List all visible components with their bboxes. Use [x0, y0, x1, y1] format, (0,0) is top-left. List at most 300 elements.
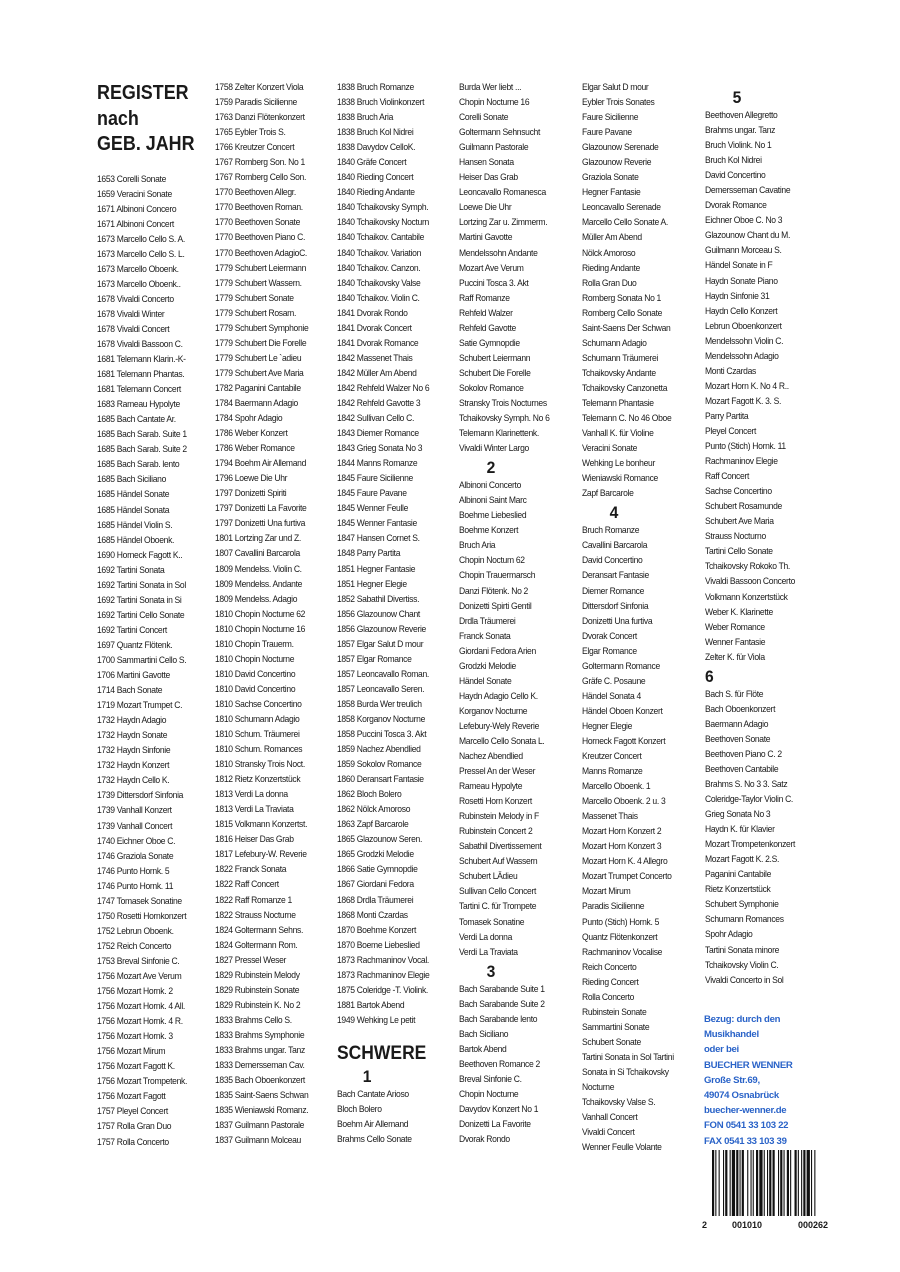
- level-6-list: [705, 687, 795, 988]
- register-entry: Händel Sonate: [459, 675, 512, 686]
- register-entry: 1673 Marcello Cello S. L.: [97, 248, 185, 259]
- register-entry: 1835 Saint-Saens Schwan: [215, 1090, 309, 1101]
- register-entry: 1813 Verdi La donna: [215, 789, 288, 800]
- register-entry: Wenner Fantasie: [705, 636, 766, 647]
- register-entry: Musikhandel: [704, 1029, 759, 1041]
- register-entry: Weber Romance: [705, 621, 765, 632]
- register-column-2: [215, 80, 308, 1148]
- register-entry: Eybler Trois Sonates: [582, 97, 655, 108]
- register-entry: Bruch Kol Nidrei: [705, 155, 762, 166]
- register-entry: Wehking Le bonheur: [582, 458, 655, 469]
- register-entry: 1847 Hansen Cornet S.: [337, 533, 420, 544]
- register-entry: Händel Oboen Konzert: [582, 705, 663, 716]
- register-entry: Schubert LÄdieu: [459, 871, 518, 882]
- register-entry: 1756 Mozart Hornk. 4 R.: [97, 1016, 183, 1027]
- register-entry: Reich Concerto: [582, 961, 637, 972]
- register-entry: Bach Oboenkonzert: [705, 703, 776, 714]
- register-entry: 1840 Rieding Andante: [337, 187, 415, 198]
- register-entry: 1851 Hegner Fantasie: [337, 563, 416, 574]
- register-entry: Wieniawski Romance: [582, 473, 658, 484]
- register-entry: 1857 Leoncavallo Seren.: [337, 683, 425, 694]
- barcode-bar: [767, 1150, 768, 1216]
- register-entry: Tartini Cello Sonate: [705, 546, 773, 557]
- register-entry: 1949 Wehking Le petit: [337, 1014, 416, 1025]
- spacer: [337, 1028, 429, 1043]
- register-entry: 1842 Massenet Thais: [337, 352, 413, 363]
- register-entry: 1767 Romberg Son. No 1: [215, 157, 305, 168]
- register-entry: Tartini Sonata in Sol Tartini: [582, 1051, 674, 1062]
- register-entry: 1673 Marcello Oboenk.: [97, 263, 179, 274]
- register-entry: Sokolov Romance: [459, 382, 524, 393]
- register-entry: Mozart Horn K. No 4 R..: [705, 380, 789, 391]
- barcode-bar: [814, 1150, 815, 1216]
- register-entry: 1810 Schum. Träumerei: [215, 729, 300, 740]
- register-entry: 1697 Quantz Flötenk.: [97, 639, 173, 650]
- register-entry: Donizetti La Favorite: [459, 1119, 531, 1130]
- register-entry: Hegner Fantasie: [582, 187, 641, 198]
- register-entry: Elgar Salut D mour: [582, 82, 649, 92]
- register-entry: Raff Romanze: [459, 292, 510, 303]
- register-entry: 1841 Dvorak Rondo: [337, 307, 408, 318]
- register-entry: Telemann Phantasie: [582, 397, 654, 408]
- register-entry: 1685 Bach Sarab. Suite 2: [97, 444, 187, 455]
- register-entry: 1870 Boeme Liebeslied: [337, 939, 420, 950]
- register-entry: 1752 Lebrun Oboenk.: [97, 925, 174, 936]
- register-entry: Sachse Concertino: [705, 486, 772, 497]
- barcode-bar: [790, 1150, 791, 1216]
- register-entry: 1862 Nölck Amoroso: [337, 804, 411, 815]
- barcode-bar: [736, 1150, 738, 1216]
- register-entry: 1671 Albinoni Concero: [97, 203, 177, 214]
- register-entry: oder bei: [704, 1044, 739, 1056]
- register-entry: 1683 Rameau Hypolyte: [97, 399, 180, 410]
- register-entry: 1746 Graziola Sonate: [97, 850, 174, 861]
- register-entry: Bach Sarabande Suite 2: [459, 998, 545, 1009]
- register-entry: 1812 Rietz Konzertstück: [215, 774, 301, 785]
- register-entry: 1758 Zelter Konzert Viola: [215, 82, 304, 92]
- register-entry: 1700 Sammartini Cello S.: [97, 655, 187, 665]
- register-entry: 1763 Danzi Flötenkonzert: [215, 112, 305, 123]
- register-entry: Zapf Barcarole: [582, 488, 634, 499]
- register-entry: 1746 Punto Hornk. 11: [97, 880, 174, 891]
- register-entry: Rieding Andante: [582, 262, 640, 273]
- register-entry: 1685 Händel Sonata: [97, 504, 170, 515]
- register-entry: Glazounow Chant du M.: [705, 230, 790, 241]
- register-entry: Bach Siciliano: [459, 1028, 509, 1039]
- difficulty-level-1: 1: [362, 1066, 372, 1086]
- register-entry: Diemer Romance: [582, 585, 645, 596]
- register-entry: Dvorak Romance: [705, 200, 767, 211]
- register-entry: Brahms S. No 3 3. Satz: [705, 779, 788, 790]
- register-entry: Müller Am Abend: [582, 232, 642, 243]
- register-entry: 1860 Deransart Fantasie: [337, 774, 424, 785]
- register-entry: 1732 Haydn Konzert: [97, 760, 170, 771]
- register-entry: 1843 Grieg Sonata No 3: [337, 443, 423, 454]
- register-entry: Beethoven Piano C. 2: [705, 748, 782, 759]
- register-entry: 1750 Rosetti Hornkonzert: [97, 910, 187, 921]
- register-entry: Schumann Adagio: [582, 337, 647, 348]
- level-1-list-a: [337, 1087, 429, 1147]
- register-entry: Schubert Symphonie: [705, 899, 779, 910]
- register-entry: Cavallini Barcarola: [582, 540, 648, 551]
- register-entry: Tchaikovsky Violin C.: [705, 959, 779, 970]
- register-column-3: [337, 80, 429, 1147]
- register-entry: Hegner Elegie: [582, 720, 633, 731]
- register-entry: Donizetti Spirti Gentil: [459, 600, 532, 611]
- barcode-bar: [764, 1150, 765, 1216]
- register-entry: Beethoven Romance 2: [459, 1058, 540, 1069]
- register-entry: 1840 Tchaikov. Violin C.: [337, 292, 420, 303]
- register-entry: 1842 Rehfeld Gavotte 3: [337, 397, 421, 408]
- register-entry: Tchaikovsky Andante: [582, 367, 656, 378]
- difficulty-level-3: 3: [486, 961, 496, 981]
- register-entry: 1747 Tomasek Sonatine: [97, 895, 182, 906]
- register-entry: Glazounow Reverie: [582, 157, 652, 168]
- register-entry: buecher-wenner.de: [704, 1105, 787, 1117]
- register-entry: 1810 Stransky Trois Noct.: [215, 759, 305, 770]
- register-entry: Beethoven Sonate: [705, 733, 771, 744]
- register-entry: Guilmann Morceau S.: [705, 245, 782, 256]
- difficulty-heading: SCHWERE: [337, 1042, 427, 1064]
- register-entry: 1817 Lefebury-W. Reverie: [215, 849, 307, 860]
- register-entry: Boehme Liebeslied: [459, 510, 527, 521]
- register-entry: 1810 Schumann Adagio: [215, 713, 300, 724]
- register-entry: Graziola Sonate: [582, 172, 639, 183]
- register-entry: 1757 Rolla Gran Duo: [97, 1121, 172, 1132]
- level-5-list: [705, 108, 795, 665]
- register-entry: Grodzki Melodie: [459, 660, 516, 671]
- barcode-bar: [740, 1150, 741, 1216]
- register-entry: Monti Czardas: [705, 365, 756, 376]
- register-entry: Hansen Sonata: [459, 157, 514, 168]
- register-entry: Rehfeld Gavotte: [459, 322, 516, 333]
- register-entry: 1739 Dittersdorf Sinfonia: [97, 790, 184, 801]
- register-entry: 1841 Dvorak Concert: [337, 322, 412, 333]
- register-entry: 1815 Volkmann Konzertst.: [215, 819, 308, 830]
- register-entry: Chopin Nocturne: [459, 1089, 519, 1099]
- register-entry: 1868 Monti Czardas: [337, 909, 408, 920]
- register-entry: Haydn Sonate Piano: [705, 275, 778, 286]
- register-entry: 1842 Sullivan Cello C.: [337, 413, 415, 424]
- register-entry: 1845 Wenner Feulle: [337, 503, 409, 514]
- register-entry: Albinoni Saint Marc: [459, 495, 527, 506]
- register-entry: 1833 Brahms ungar. Tanz: [215, 1045, 305, 1055]
- register-title-line1: REGISTER: [97, 81, 189, 104]
- column-3-list: [337, 80, 429, 1028]
- register-entry: 1859 Nachez Abendlied: [337, 744, 421, 755]
- register-entry: 1865 Glazounow Seren.: [337, 834, 423, 845]
- register-entry: Paradis Sicilienne: [582, 901, 645, 912]
- register-entry: Gräfe C. Posaune: [582, 675, 646, 686]
- register-entry: Händel Sonata 4: [582, 690, 641, 701]
- register-entry: Rieding Concert: [582, 976, 639, 987]
- register-entry: Raff Concert: [705, 471, 750, 482]
- register-entry: 1875 Coleridge -T. Violink.: [337, 984, 428, 995]
- register-entry: Schubert Rosamunde: [705, 501, 782, 512]
- contact-lines: [704, 1012, 793, 1149]
- register-entry: Haydn Sinfonie 31: [705, 290, 770, 301]
- barcode-bar: [715, 1150, 716, 1216]
- register-entry: Satie Gymnopdie: [459, 337, 520, 348]
- barcode-bar: [756, 1150, 758, 1216]
- register-entry: 1678 Vivaldi Concerto: [97, 293, 174, 304]
- register-entry: Elgar Romance: [582, 645, 637, 656]
- register-entry: 1856 Glazounow Reverie: [337, 623, 426, 634]
- column-2-list: [215, 80, 308, 1148]
- register-entry: Stransky Trois Nocturnes: [459, 397, 547, 408]
- barcode-bar: [759, 1150, 762, 1216]
- register-entry: 1858 Puccini Tosca 3. Akt: [337, 729, 427, 740]
- register-entry: 1797 Donizetti Una furtiva: [215, 518, 306, 529]
- register-entry: 1685 Händel Sonate: [97, 489, 170, 500]
- register-entry: 1845 Faure Sicilienne: [337, 473, 413, 484]
- register-entry: Saint-Saens Der Schwan: [582, 322, 671, 333]
- register-entry: Guilmann Pastorale: [459, 142, 529, 153]
- register-entry: Bruch Violink. No 1: [705, 140, 772, 151]
- register-entry: 1692 Tartini Cello Sonate: [97, 609, 185, 620]
- register-entry: Rubinstein Sonate: [582, 1006, 647, 1017]
- register-entry: 1837 Guilmann Molceau: [215, 1135, 301, 1146]
- register-entry: Romberg Cello Sonate: [582, 307, 663, 318]
- register-entry: Bartok Abend: [459, 1043, 507, 1054]
- register-entry: 1779 Schubert Ave Maria: [215, 367, 304, 378]
- register-entry: Mendelssohn Violin C.: [705, 335, 784, 346]
- register-entry: 1801 Lortzing Zar und Z.: [215, 533, 301, 544]
- register-entry: Rachmaninov Vocalise: [582, 946, 663, 957]
- register-entry: Tchaikovsky Valse S.: [582, 1097, 656, 1108]
- register-entry: Mendelssohn Andante: [459, 247, 538, 258]
- register-entry: 1810 Chopin Nocturne: [215, 653, 295, 664]
- register-entry: Schubert Leiermann: [459, 352, 531, 363]
- register-entry: Quantz Flötenkonzert: [582, 931, 658, 942]
- register-entry: 1840 Tchaikov. Cantabile: [337, 232, 425, 243]
- register-entry: Giordani Fedora Arien: [459, 645, 536, 656]
- register-entry: 1770 Beethoven Sonate: [215, 217, 301, 228]
- register-entry: 1810 David Concertino: [215, 668, 296, 679]
- register-entry: Puccini Tosca 3. Akt: [459, 277, 529, 288]
- register-entry: 1681 Telemann Klarin.-K-: [97, 354, 186, 365]
- register-entry: 1810 Chopin Trauerm.: [215, 638, 294, 649]
- register-entry: 1757 Pleyel Concert: [97, 1106, 168, 1117]
- register-entry: 1833 Brahms Symphonie: [215, 1029, 305, 1040]
- register-entry: 1756 Mozart Ave Verum: [97, 970, 182, 981]
- barcode-bar: [773, 1150, 775, 1216]
- register-entry: Pressel An der Weser: [459, 766, 536, 777]
- register-entry: 1770 Beethoven Allegr.: [215, 187, 296, 198]
- register-entry: Goltermann Sehnsucht: [459, 127, 541, 138]
- register-entry: Mozart Horn Konzert 3: [582, 841, 662, 852]
- register-entry: Beethoven Allegretto: [705, 110, 778, 120]
- difficulty-level-5: 5: [732, 88, 742, 107]
- level-1-list-b: [459, 80, 550, 456]
- register-entry: Zelter K. für Viola: [705, 651, 765, 662]
- barcode-bar: [811, 1150, 812, 1216]
- register-entry: Sabathil Divertissement: [459, 841, 542, 852]
- register-entry: Schubert Sonate: [582, 1036, 641, 1047]
- register-entry: Volkmann Konzertstück: [705, 591, 788, 602]
- register-entry: 1840 Gräfe Concert: [337, 157, 407, 168]
- register-entry: 1756 Mozart Hornk. 4 All.: [97, 1001, 185, 1012]
- difficulty-level-4: 4: [609, 503, 619, 523]
- register-entry: 1810 Sachse Concertino: [215, 698, 302, 709]
- register-entry: 1838 Davydov CelloK.: [337, 142, 416, 153]
- register-entry: Punto (Stich) Hornk. 11: [705, 441, 786, 452]
- level-2-list: [459, 478, 550, 960]
- register-entry: Manns Romanze: [582, 766, 643, 777]
- register-entry: Rolla Concerto: [582, 991, 635, 1002]
- register-entry: Coleridge-Taylor Violin C.: [705, 794, 793, 805]
- register-entry: Telemann Klarinettenk.: [459, 428, 539, 439]
- register-entry: 1868 Drdla Träumerei: [337, 894, 414, 905]
- register-entry: David Concertino: [582, 555, 643, 566]
- register-entry: 1813 Verdi La Traviata: [215, 804, 294, 815]
- register-entry: Tomasek Sonatine: [459, 916, 525, 927]
- register-entry: Mozart Ave Verum: [459, 262, 524, 273]
- register-entry: 1873 Rachmaninov Vocal.: [337, 954, 429, 965]
- register-entry: Brahms ungar. Tanz: [705, 125, 776, 136]
- register-entry: 1866 Satie Gymnopdie: [337, 864, 418, 875]
- barcode: [700, 1150, 865, 1230]
- register-entry: Lebrun Oboenkonzert: [705, 320, 782, 331]
- register-entry: Rolla Gran Duo: [582, 277, 637, 288]
- register-entry: Rietz Konzertstück: [705, 884, 771, 895]
- register-entry: 1822 Raff Concert: [215, 879, 279, 890]
- register-entry: Leoncavallo Romanesca: [459, 187, 546, 198]
- register-entry: Sonata in Si Tchaikovsky: [582, 1067, 669, 1077]
- register-entry: 1857 Elgar Salut D mour: [337, 638, 424, 649]
- register-column-1: [97, 80, 200, 1150]
- register-entry: 1681 Telemann Concert: [97, 384, 181, 395]
- register-entry: Marcello Cello Sonata L.: [459, 735, 545, 746]
- register-column-5: [582, 80, 674, 1155]
- register-entry: Bruch Romanze: [582, 525, 640, 536]
- register-entry: FON 0541 33 103 22: [704, 1120, 789, 1132]
- barcode-bar: [778, 1150, 779, 1216]
- register-entry: Rameau Hypolyte: [459, 781, 523, 792]
- register-entry: Bruch Aria: [459, 540, 496, 551]
- register-entry: 1822 Franck Sonata: [215, 864, 287, 875]
- register-entry: 1851 Hegner Elegie: [337, 578, 407, 589]
- register-entry: 1858 Korganov Nocturne: [337, 713, 426, 724]
- register-entry: Wenner Feulle Volante: [582, 1142, 662, 1153]
- barcode-bar: [769, 1150, 771, 1216]
- register-entry: 1732 Haydn Sonate: [97, 730, 168, 741]
- register-entry: Vivaldi Concert: [582, 1127, 635, 1138]
- register-entry: 1867 Giordani Fedora: [337, 879, 414, 890]
- register-entry: 1807 Cavallini Barcarola: [215, 548, 300, 559]
- register-entry: Dittersdorf Sinfonia: [582, 600, 649, 611]
- register-entry: 1794 Boehm Air Allemand: [215, 458, 307, 469]
- register-entry: Spohr Adagio: [705, 929, 753, 940]
- register-entry: 1844 Manns Romanze: [337, 458, 418, 469]
- register-entry: Verdi La donna: [459, 931, 513, 942]
- register-entry: Vivaldi Winter Largo: [459, 443, 529, 454]
- register-entry: David Concertino: [705, 170, 766, 181]
- register-entry: Lefebury-Wely Reverie: [459, 720, 540, 731]
- register-entry: Davydov Konzert No 1: [459, 1104, 539, 1115]
- register-entry: Vivaldi Concerto in Sol: [705, 974, 784, 985]
- register-entry: Glazounow Serenade: [582, 142, 659, 153]
- register-entry: 1766 Kreutzer Concert: [215, 142, 295, 153]
- register-entry: 1833 Demersseman Cav.: [215, 1060, 305, 1071]
- register-entry: Händel Sonate in F: [705, 260, 773, 271]
- register-column-6: [705, 80, 795, 988]
- register-entry: Goltermann Romance: [582, 660, 660, 671]
- register-entry: 1797 Donizetti La Favorite: [215, 503, 307, 514]
- register-entry: Tchaikovsky Canzonetta: [582, 382, 668, 393]
- register-entry: Pleyel Concert: [705, 425, 757, 436]
- register-entry: 1685 Bach Sarab. lento: [97, 459, 180, 470]
- level-4-list: [582, 523, 674, 1155]
- register-entry: 1692 Tartini Sonata in Sol: [97, 579, 186, 590]
- difficulty-level-6: 6: [705, 666, 714, 686]
- register-entry: 1759 Paradis Sicilienne: [215, 97, 297, 108]
- register-entry: 1692 Tartini Concert: [97, 624, 167, 635]
- register-entry: Baermann Adagio: [705, 718, 769, 729]
- barcode-bars: [712, 1150, 815, 1216]
- barcode-bar: [803, 1150, 805, 1216]
- register-entry: 1740 Eichner Oboe C.: [97, 835, 176, 846]
- register-entry: Vivaldi Bassoon Concerto: [705, 576, 796, 587]
- register-entry: Mozart Horn Konzert 2: [582, 826, 662, 837]
- register-entry: Eichner Oboe C. No 3: [705, 215, 783, 226]
- register-entry: Marcello Oboenk. 2 u. 3: [582, 796, 666, 807]
- register-entry: Romberg Sonata No 1: [582, 292, 661, 303]
- register-entry: Chopin Nocturne 16: [459, 97, 530, 108]
- register-entry: Sammartini Sonate: [582, 1021, 650, 1032]
- register-entry: 1756 Mozart Trompetenk.: [97, 1076, 188, 1087]
- register-entry: 1873 Rachmaninov Elegie: [337, 969, 430, 980]
- register-entry: 1856 Glazounow Chant: [337, 608, 420, 619]
- register-entry: Marcello Oboenk. 1: [582, 781, 651, 792]
- register-entry: Faure Pavane: [582, 127, 632, 138]
- register-entry: Schumann Romances: [705, 914, 784, 925]
- register-entry: 1678 Vivaldi Bassoon C.: [97, 339, 183, 350]
- register-entry: 1841 Dvorak Romance: [337, 337, 419, 348]
- register-entry: 1782 Paganini Cantabile: [215, 382, 301, 393]
- register-entry: Tartini Sonata minore: [705, 944, 780, 955]
- register-entry: 1842 Müller Am Abend: [337, 367, 417, 378]
- register-entry: Bach Sarabande Suite 1: [459, 983, 545, 994]
- register-entry: 1779 Schubert Die Forelle: [215, 337, 307, 348]
- register-entry: 1809 Mendelss. Andante: [215, 578, 303, 589]
- register-entry: 1779 Schubert Symphonie: [215, 322, 309, 333]
- register-entry: Weber K. Klarinette: [705, 606, 773, 617]
- register-entry: 1848 Parry Partita: [337, 548, 401, 559]
- register-entry: 1838 Bruch Kol Nidrei: [337, 127, 414, 138]
- register-entry: Mozart Trumpet Concerto: [582, 871, 672, 882]
- register-entry: 1810 David Concertino: [215, 683, 296, 694]
- register-entry: 1765 Eybler Trois S.: [215, 127, 286, 138]
- register-entry: Vanhall Concert: [582, 1112, 638, 1123]
- register-entry: 1835 Bach Oboenkonzert: [215, 1075, 305, 1086]
- register-entry: 1685 Bach Cantate Ar.: [97, 414, 176, 425]
- register-entry: 1786 Weber Konzert: [215, 428, 288, 439]
- register-entry: 1732 Haydn Cello K.: [97, 775, 170, 786]
- barcode-lead-digit: 2: [702, 1220, 708, 1230]
- register-entry: 1829 Rubinstein K. No 2: [215, 999, 301, 1010]
- register-entry: Mozart Fagott K. 3. S.: [705, 395, 782, 406]
- barcode-bar: [723, 1150, 724, 1216]
- register-entry: Deransart Fantasie: [582, 570, 649, 581]
- register-entry: 1840 Tchaikov. Canzon.: [337, 262, 421, 273]
- register-entry: Dvorak Concert: [582, 630, 637, 641]
- register-entry: 1863 Zapf Barcarole: [337, 819, 409, 830]
- register-entry: Haydn Adagio Cello K.: [459, 690, 538, 701]
- register-entry: 1852 Sabathil Divertiss.: [337, 593, 420, 604]
- barcode-bar: [787, 1150, 789, 1216]
- barcode-group-1: 001010: [732, 1220, 763, 1230]
